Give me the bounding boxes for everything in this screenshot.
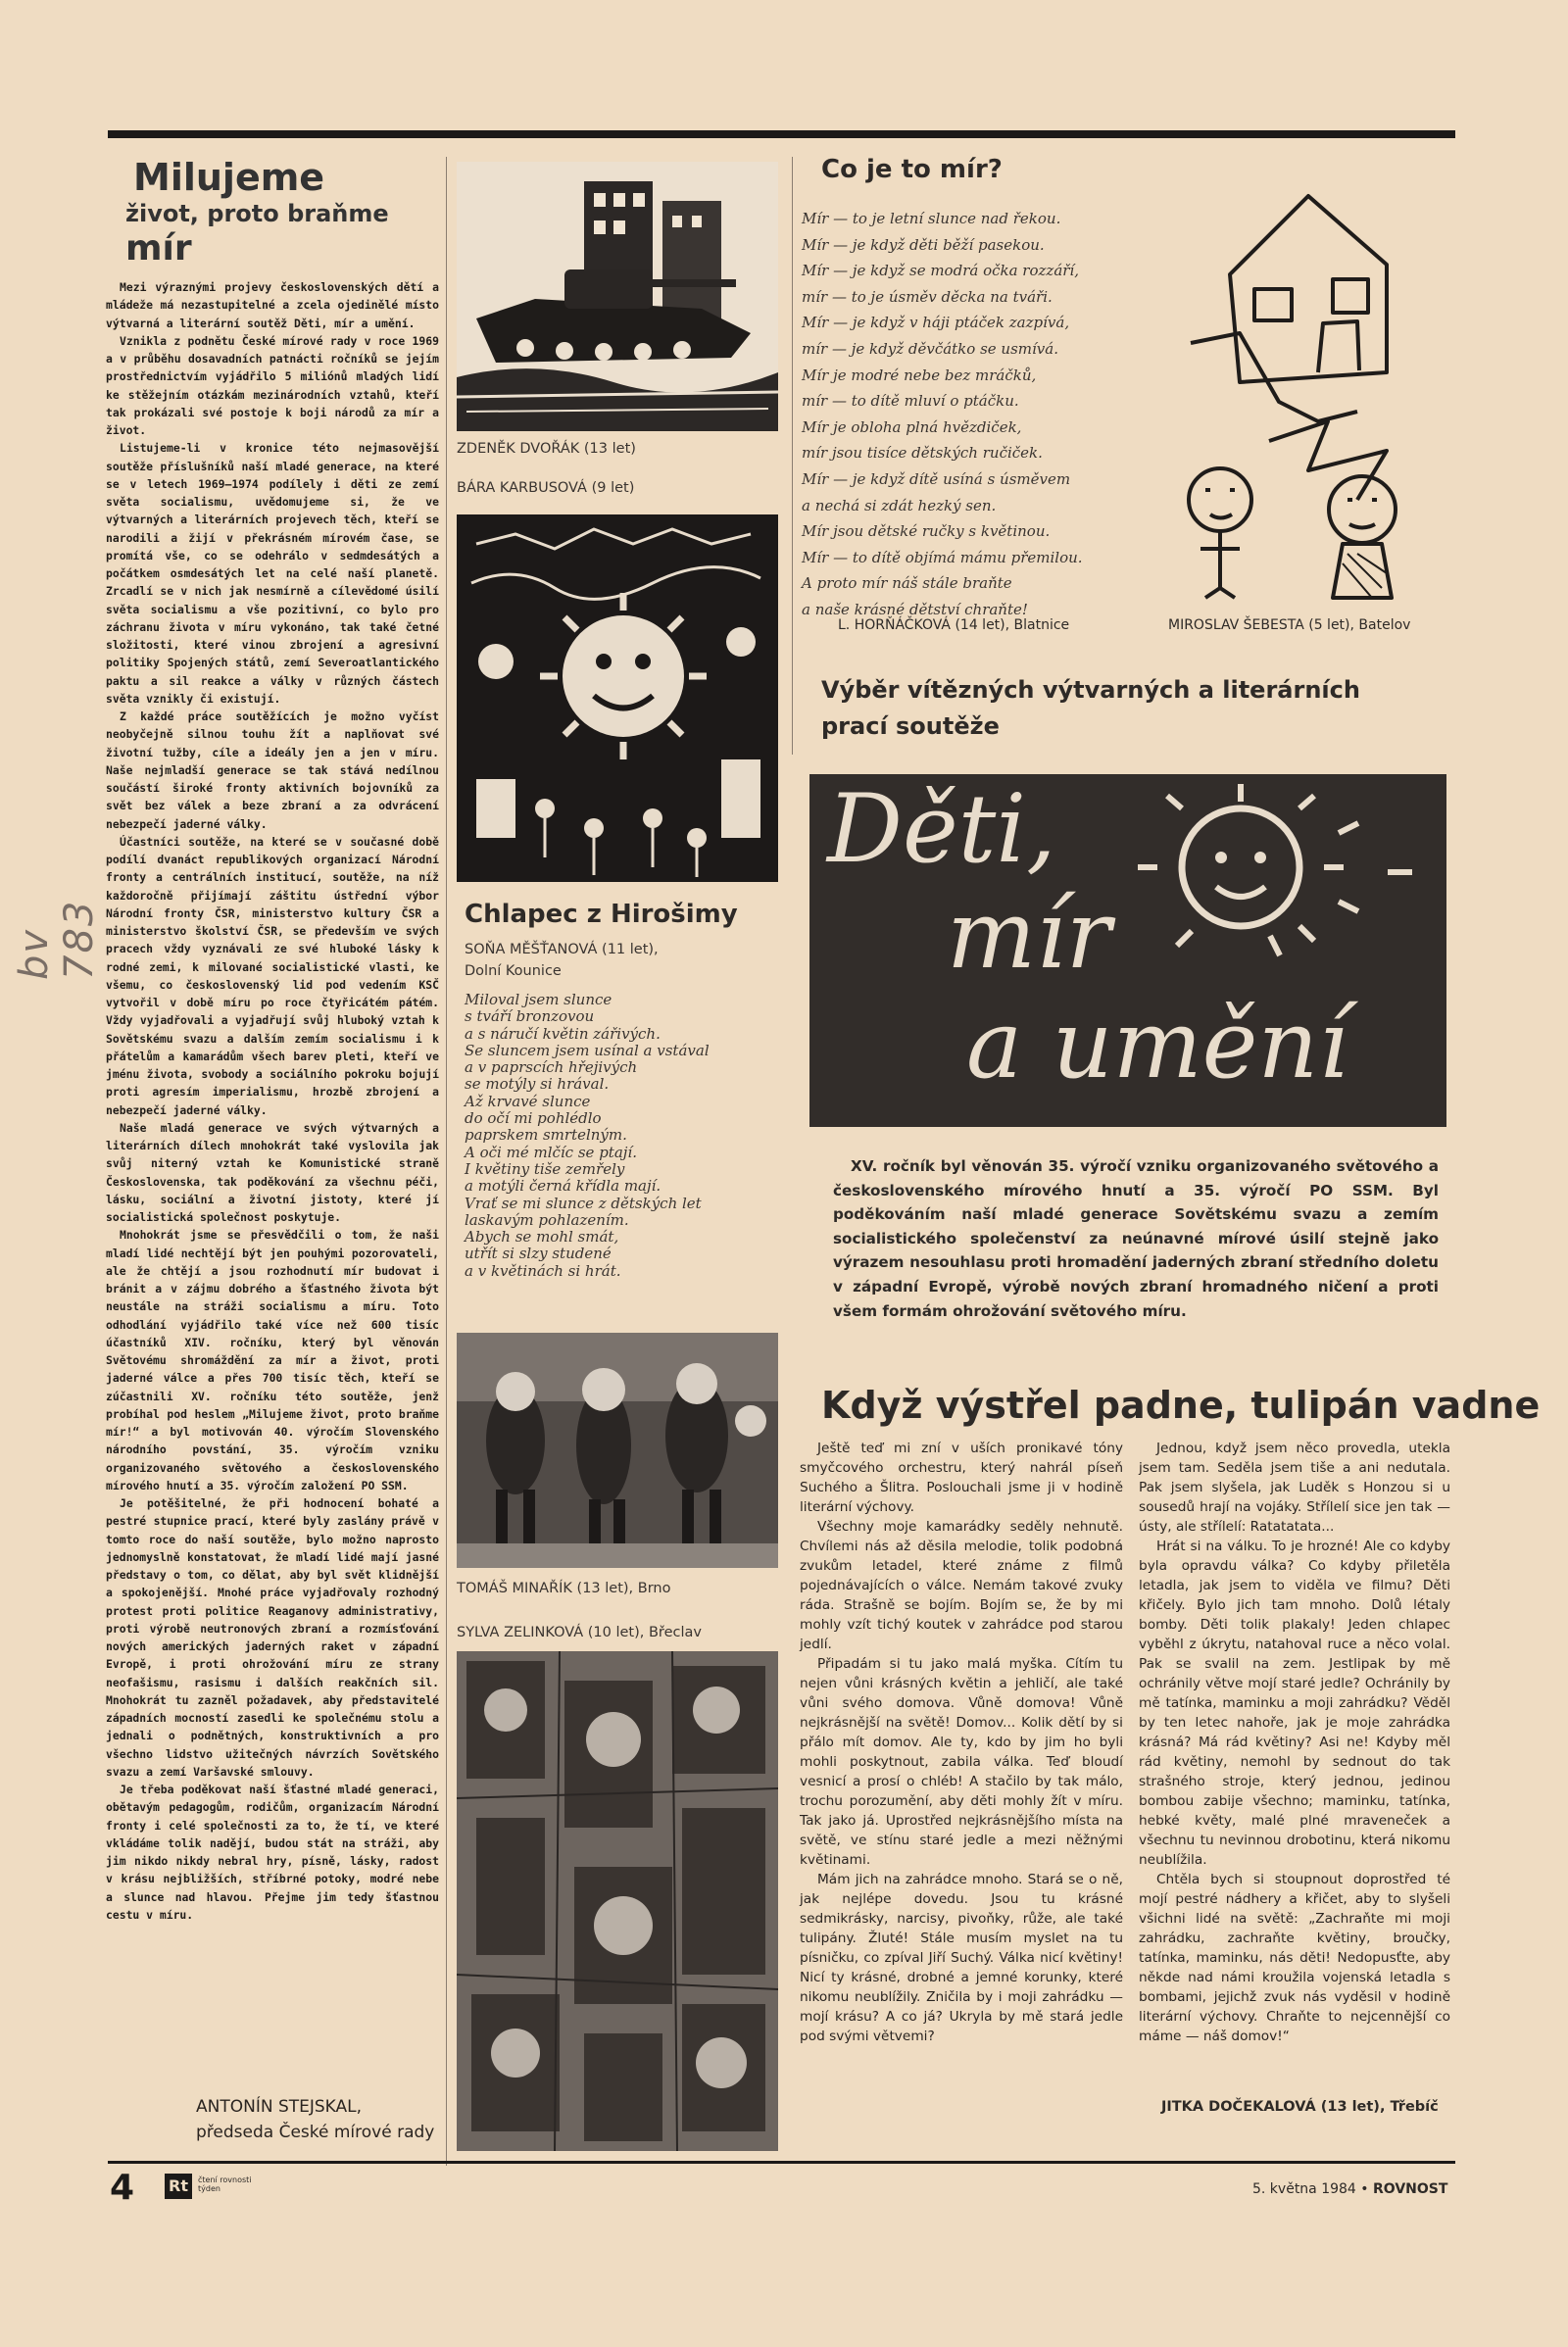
- bottom-rule: [108, 2161, 1455, 2164]
- poem2-author-line2: Dolní Kounice: [465, 963, 562, 979]
- poem2-body: Miloval jsem slunce s tváří bronzovou a s náručí květin zářivých. Se sluncem jsem usínal a vstával a v paprscích hřejivých se motýly si hrával. Až krvavé slunce do očí mi pohlédlo paprskem smrtelným. A oči mé mlčíc se ptají. I květiny tiše zemřely a motýli černá křídla mají. Vrať se mi slunce z dětských let laskavým pohlazením. Abych se mohl smát, utřít si slzy studené a v květinách si hrát.: [465, 991, 710, 1280]
- caption-miroslav: MIROSLAV ŠEBESTA (5 let), Batelov: [1168, 617, 1411, 633]
- contest-text: XV. ročník byl věnován 35. výročí vzniku organizovaného světového a československého mírového hnutí a 35. výročí PO SSM. Byl poděkováním naší mladé generace Sovětskému svazu a zemím socialistického společenství za neúnavné mírové úsilí stejně jako výrazem nesouhlasu proti hromadění jaderných zbraní středního doletu v západní Evropě, výrobě nových zbraní hromadného ničení a proti všem formám ohrožování světového míru.: [833, 1157, 1439, 1320]
- house-and-people-drawing: [1161, 176, 1455, 608]
- caption-bara: BÁRA KARBUSOVÁ (9 let): [457, 480, 635, 496]
- poem2-title: Chlapec z Hirošimy: [465, 900, 738, 929]
- artwork-child-drawing: [1161, 176, 1455, 608]
- article-title-line3: mír: [125, 228, 192, 269]
- contest-heading-line2: prací soutěže: [821, 712, 1000, 740]
- side-note: bv 783: [12, 899, 102, 980]
- figures-painting: [457, 1333, 778, 1568]
- banner-line2: mír: [947, 880, 1111, 990]
- caption-tomas: TOMÁŠ MINAŘÍK (13 let), Brno: [457, 1581, 671, 1596]
- poem2-author-line1: SOŇA MĚŠŤANOVÁ (11 let),: [465, 942, 659, 957]
- artwork-painting-photo: [457, 1333, 778, 1568]
- column-rule-2: [792, 157, 793, 755]
- banner-line3: a umění: [966, 990, 1348, 1100]
- footer-date-text: 5. května 1984: [1252, 2181, 1356, 2197]
- artwork-mosaic: [457, 1651, 778, 2151]
- article-title-line2: život, proto braňme: [125, 200, 389, 227]
- artwork-tank-linocut: [457, 162, 778, 431]
- footer-bullet: •: [1360, 2181, 1369, 2197]
- mosaic-illustration: [457, 1651, 778, 2151]
- sun-illustration: [457, 514, 778, 882]
- poem1-title: Co je to mír?: [821, 155, 1003, 184]
- footer-paper-name: ROVNOST: [1373, 2181, 1448, 2197]
- banner-line1: Děti,: [827, 774, 1056, 884]
- footer-date: [1252, 2181, 1447, 2197]
- footer-logo-text: čtení rovnosti týden: [198, 2176, 252, 2193]
- story-title: Když výstřel padne, tulipán vadne: [821, 1384, 1541, 1427]
- column-rule-1: [446, 157, 447, 2166]
- article-author: ANTONÍN STEJSKAL,: [196, 2097, 363, 2117]
- poem1-body: Mír — to je letní slunce nad řekou. Mír — je když děti běží pasekou. Mír — je když se modrá očka rozzáří, mír — to je úsměv děcka na tváři. Mír — je když v háji ptáček zazpívá, mír — je když děvčátko se usmívá. Mír je modré nebe bez mráčků, mír — to dítě mluví o ptáčku. Mír je obloha plná hvězdiček, mír jsou tisíce dětských ručiček. Mír — je když dítě usíná s úsměvem a nechá si zdát hezký sen. Mír jsou dětské ručky s květinou. Mír — to dítě objímá mámu přemilou. A proto mír náš stále braňte a naše krásné dětství chraňte!: [802, 210, 1083, 618]
- tank-illustration: [457, 162, 778, 431]
- footer-page-number: 4: [110, 2168, 135, 2208]
- article-author-role: předseda České mírové rady: [196, 2123, 435, 2142]
- story-author: JITKA DOČEKALOVÁ (13 let), Třebíč: [1161, 2099, 1439, 2115]
- poem1-author: L. HORŇÁČKOVÁ (14 let), Blatnice: [838, 617, 1070, 633]
- article-title-line1: Milujeme: [133, 156, 325, 199]
- top-rule: [108, 130, 1455, 138]
- artwork-sun-linocut: [457, 514, 778, 882]
- contest-heading-line1: Výběr vítězných výtvarných a literárních: [821, 676, 1360, 704]
- article-body: Mezi výraznými projevy československých dětí a mládeže má nezastupitelné a zcela ojedinělé místo výtvarná a literární soutěž Děti, mír a umění. Vznikla z podnětu České mírové rady v roce 1969 a v průběhu dosavadních patnácti ročníků se jejím prostřednictvím vyjádřilo 5 miliónů mladých lidí ke stěžejním otázkám mezinárodních vztahů, kteří tak prokázali své postoje k boji národů za mír a život. Listujeme-li v kronice této nejmasovější soutěže příslušníků naší mladé generace, na které se v letech 1969—1974 podílely i děti ze zemí světa socialismu, uvědomujeme si, že ve výtvarných a literárních projevech těch, kteří se narodili a žijí v překrásném mírovém čase, se promítá vše, co se odehrálo v sedmdesátých a počátkem osmdesátých let na celé naší planetě. Zrcadlí se v nich jak nesmírně a cílevědomé úsilí světa socialismu a vše pozitivní, co bylo pro záchranu života v míru vykonáno, tak také četné složitosti, které vinou zbrojení a agresivní politiky Spojených států, zemí Severoatlantického paktu a sil reakce a války v různých částech světa vznikly či existují. Z každé práce soutěžících je možno vyčíst neobyčejně silnou touhu žít a naplňovat své životní tužby, cíle a ideály jen a jen v míru. Naše nejmladší generace se tak stává nedílnou součástí široké fronty aktivních bojovníků za svět bez válek a beze zbraní a za odvrácení nebezpečí jaderné války. Účastníci soutěže, na které se v současné době podílí dvanáct republikových organizací Národní fronty a centrálních institucí, soutěže, na níž každoročně přijímají záštitu ústřední výbor Národní fronty ČSR, ministerstvo kultury ČSR a ministerstvo školství ČSR, se především ve svých pracech vždy vyznávali ze své hluboké lásky k rodné zemi, k milované socialistické vlasti, ke všemu, co československý lid pod vedením KSČ vytvořil v době míru po roce čtyřicátém pátém. Vždy vyjadřovali a vyjadřují svůj hluboký vztah k Sovětskému svazu a dalším zemím socialismu i k přátelům a kamarádům všech barev pleti, kteří ve jménu života, svobody a sociálního pokroku bojují proti agresím imperialismu, hrozbě zbrojení a nebezpečí jaderné války. Naše mladá generace ve svých výtvarných a literárních dílech mnohokrát také vyslovila jak svůj niterný vztah ke Komunistické straně Československa, tak poděkování za všechnu péči, lásku, sociální a životní jistoty, které jí socialistická společnost poskytuje. Mnohokrát jsme se přesvědčili o tom, že naši mladí lidé nechtějí být jen pouhými pozorovateli, ale že chtějí a jsou rozhodnutí mír budovat i bránit a v zájmu dobrého a šťastného života být neustále na stráži socialismu a míru. Toto odhodlání vyjádřilo také více než 600 tisíc účastníků XIV. ročníku, který byl věnován Světovému shromáždění za mír a život, proti jaderné válce a přes 700 tisíc těch, kteří se zúčastnili XV. ročníku této soutěže, jenž probíhal pod heslem „Milujeme život, proto braňme mír!“ a byl motivován 40. výročím Slovenského národního povstání, 35. výročím vzniku organizovaného světového a československého mírového hnutí a 35. výročím založení PO SSM. Je potěšitelné, že při hodnocení bohaté a pestré stupnice prací, které byly zaslány právě v tomto roce do naší soutěže, bylo možno naprosto jednomyslně konstatovat, že mladí lidé mají jasné představy o tom, co dělat, aby byl svět klidnější a spokojenější. Mnohé práce vyjadřovaly rozhodný protest proti politice Reaganovy administrativy, proti výrobě neutronových zbraní a rozmísťování nových amerických jaderných raket v západní Evropě, i proti ohrožování míru ze strany neofašismu, rasismu i dalších reakčních sil. Mnohokrát tu zazněl požadavek, aby představitelé západních mocností zasedli ke společnému stolu a jednali o podnětných, konstruktivních a pro všechno lidstvo užitečných návrzích Sovětského svazu a zemí Varšavské smlouvy. Je třeba poděkovat naší šťastné mladé generaci, obětavým pedagogům, rodičům, organizacím Národní fronty i celé společnosti za to, že tí, ve které vkládáme tolik nadějí, budou stát na stráži, aby jim nikdo nikdy nebral hry, písně, lásky, radost v krásu nejbližších, stříbrné potoky, modré nebe a slunce nad hlavou. Přejme jim tedy šťastnou cestu v míru.: [106, 280, 439, 1922]
- contest-banner: [809, 774, 1446, 1127]
- editorial-article: [106, 157, 439, 1924]
- caption-zdenek: ZDENĚK DVOŘÁK (13 let): [457, 441, 636, 457]
- story-column2: Jednou, když jsem něco provedla, utekla jsem tam. Seděla jsem tiše a ani nedutala. Pak jsem slyšela, jak Luděk s Honzou si u sousedů hrají na vojáky. Střílelí sice jen tak — ústy, ale střílelí: Ratatatata... Hrát si na válku. To je hrozné! Ale co kdyby byla opravdu válka? Co kdyby přiletěla letadla, jak jsem to viděla ve filmu? Děti křičely. Bylo jich tam mnoho. Dolů létaly bomby. Děti tolik plakaly! Jeden chlapec vyběhl z úkrytu, natahoval ruce a něco volal. Pak se svalil na zem. Jestlipak by mě ochránily větve mojí staré jedle? Ochránily by mě tatínka, maminku a moji zahrádku? Věděl by ten letec nahoře, jak je moje zahrádka krásná? Má rád květiny? Asi ne! Kdyby měl rád květiny, nemohl by sednout do tak strašného stroje, který jednou, jedinou bombou zabije všechno; maminku, tatínka, hebké květy, malé plné mraveneček a všechnu tu nevinnou drobotinu, která nikomu neublížila. Chtěla bych si stoupnout doprostřed té mojí pestré nádhery a křičet, aby to slyšeli všichni lidé na světě: „Zachraňte mi moji zahrádku, zachraňte květiny, broučky, tatínka, maminku, nás děti! Nedopusťte, aby někde nad námi kroužila vojenská letadla s bombami, jejichž zvuk nás vyděsil v hodině literární výchovy. Chraňte to nejcennější co máme — náš domov!“: [1139, 1441, 1450, 2044]
- footer-logo: Rt: [165, 2174, 192, 2199]
- caption-sylva: SYLVA ZELINKOVÁ (10 let), Břeclav: [457, 1625, 702, 1640]
- story-column1: Ještě teď mi zní v uších pronikavé tóny smyčcového orchestru, který nahrál píseň Suchého a Šlitra. Poslouchali jsme ji v hodině literární výchovy. Všechny moje kamarádky seděly nehnutě. Chvílemi nás až děsila melodie, tolik podobná zvukům letadel, které známe z filmů pojednávajících o válce. Nemám takové zvuky ráda. Strašně se bojím. Bojím se, že by mi mohly vzít tichý koutek v zahrádce pod starou jedlí. Připadám si tu jako malá myška. Cítím tu nejen vůni krásných květin a jehličí, ale také vůni svého domova. Vůně domova! Vůně nejkrásnější na světě! Domov... Kolik dětí by si přálo mít domov. Ale ty, kdo by jim ho byli mohli poskytnout, zabila válka. Teď bloudí vesnicí a prosí o chléb! A stačilo by tak málo, trochu porozumění, aby děti mohly žít v míru. Tak jako já. Uprostřed nejkrásnějšího místa na světě, ve stínu staré jedle a mezi něžnými květinami. Mám jich na zahrádce mnoho. Stará se o ně, jak nejlépe dovedu. Jsou tu krásné sedmikrásky, narcisy, pivoňky, růže, ale také tulipány. Žluté! Stále musím myslet na tu písničku, co zpíval Jiří Suchý. Válka nicí květiny! Nicí ty krásné, drobné a jemné korunky, které nikomu neublížily. Zničila by i moji zahrádku — mojí krásu? A co já? Ukryla by mě stará jedle pod svými větvemi?: [800, 1441, 1123, 2044]
